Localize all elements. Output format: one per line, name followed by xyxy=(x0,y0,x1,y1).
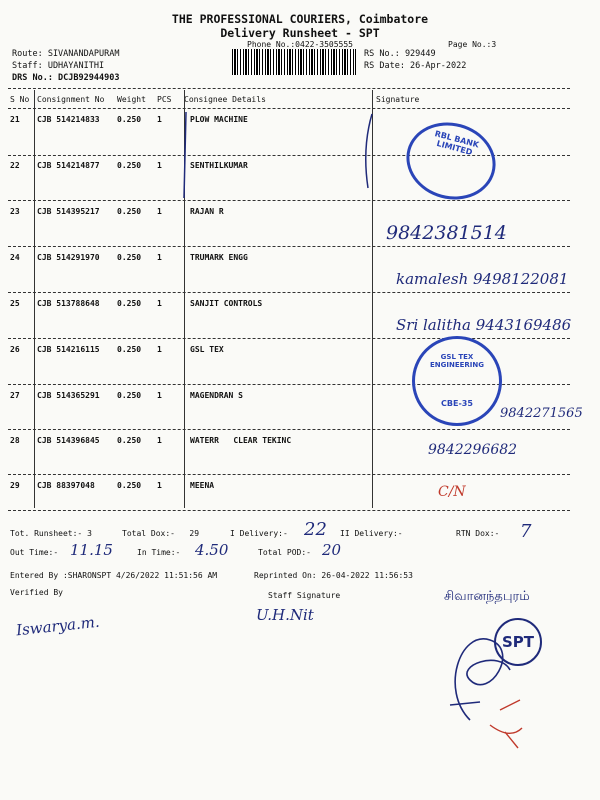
row-pcs: 1 xyxy=(157,299,162,308)
row-pcs: 1 xyxy=(157,161,162,170)
row-sno: 28 xyxy=(10,436,20,445)
row-consignee: TRUMARK ENGG xyxy=(190,253,248,262)
staff-signature: U.H.Nit xyxy=(256,606,314,624)
col-consignment: Consignment No xyxy=(37,95,105,104)
row-consignee: PLOW MACHINE xyxy=(190,115,248,124)
signature-row-28: 9842296682 xyxy=(428,442,518,458)
signature-row-27: 9842271565 xyxy=(500,406,583,421)
route: Route: SIVANANDAPURAM xyxy=(12,49,120,59)
col-signature: Signature xyxy=(376,95,420,104)
row-sno: 26 xyxy=(10,345,20,354)
entered-by: Entered By :SHARONSPT 4/26/2022 11:51:56 AM xyxy=(10,571,218,580)
staff: Staff: UDHAYANITHI xyxy=(12,61,105,71)
in-time-label: In Time:- xyxy=(137,548,181,557)
signature-row-23: 9842381514 xyxy=(386,222,507,244)
col-pcs: PCS xyxy=(157,95,172,104)
row-divider xyxy=(8,338,570,339)
row-consignee: MAGENDRAN S xyxy=(190,391,243,400)
row-consignee: GSL TEX xyxy=(190,345,224,354)
col-sno: S No xyxy=(10,95,30,104)
row-divider xyxy=(8,429,570,430)
row-sno: 23 xyxy=(10,207,20,216)
spt-stamp: SPT xyxy=(494,618,542,666)
page-number: Page No.:3 xyxy=(448,40,497,49)
row-weight: 0.250 xyxy=(117,436,142,445)
signature-row-24: kamalesh 9498122081 xyxy=(396,270,569,288)
row-consignee: RAJAN R xyxy=(190,207,224,216)
row-pcs: 1 xyxy=(157,345,162,354)
reprinted-on: Reprinted On: 26-04-2022 11:56:53 xyxy=(254,571,413,580)
out-time-value: 11.15 xyxy=(70,541,113,559)
rs-date: RS Date: 26-Apr-2022 xyxy=(364,61,467,71)
ii-delivery-label: II Delivery:- xyxy=(340,529,403,538)
manager-signature xyxy=(430,610,540,750)
row-pcs: 1 xyxy=(157,207,162,216)
row-pcs: 1 xyxy=(157,481,162,490)
company-title: THE PROFESSIONAL COURIERS, Coimbatore xyxy=(171,12,429,26)
row-consignee: MEENA xyxy=(190,481,215,490)
in-time-value: 4.50 xyxy=(195,541,229,559)
rtn-dox-value: 7 xyxy=(520,521,532,542)
header-divider-top xyxy=(8,88,570,89)
row-divider xyxy=(8,292,570,293)
verified-signature: Iswarya.m. xyxy=(15,612,101,640)
row-weight: 0.250 xyxy=(117,299,142,308)
col-line xyxy=(34,90,35,508)
tot-runsheet: Tot. Runsheet:- 3 xyxy=(10,529,92,538)
row-pcs: 1 xyxy=(157,436,162,445)
row-consignment: CJB 514396845 xyxy=(37,436,100,445)
staff-signature-label: Staff Signature xyxy=(268,591,341,600)
row-consignee: WATERR CLEAR TEKINC xyxy=(190,436,292,445)
row-pcs: 1 xyxy=(157,391,162,400)
row-divider xyxy=(8,246,570,247)
bracket-scribble xyxy=(180,108,380,203)
row-weight: 0.250 xyxy=(117,161,142,170)
i-delivery-value: 22 xyxy=(304,519,327,540)
table-bottom-divider xyxy=(8,510,570,511)
phone-number: Phone No.:0422-3505555 xyxy=(247,40,353,49)
col-weight: Weight xyxy=(117,95,146,104)
row-weight: 0.250 xyxy=(117,115,142,124)
drs-number: DRS No.: DCJB92944903 xyxy=(12,73,120,83)
row-weight: 0.250 xyxy=(117,253,142,262)
rs-number: RS No.: 929449 xyxy=(364,49,436,59)
total-pod-value: 20 xyxy=(322,541,342,559)
col-consignee: Consignee Details xyxy=(184,95,266,104)
row-sno: 27 xyxy=(10,391,20,400)
row-consignee: SANJIT CONTROLS xyxy=(190,299,263,308)
row-consignment: CJB 514395217 xyxy=(37,207,100,216)
row-pcs: 1 xyxy=(157,253,162,262)
cn-mark: C/N xyxy=(438,484,466,500)
row-consignment: CJB 514214877 xyxy=(37,161,100,170)
row-consignment: CJB 513788648 xyxy=(37,299,100,308)
rbl-bank-stamp: RBL BANK LIMITED xyxy=(398,113,505,210)
signature-row-25: Sri lalitha 9443169486 xyxy=(396,316,572,334)
rtn-dox-label: RTN Dox:- xyxy=(456,529,500,538)
row-sno: 25 xyxy=(10,299,20,308)
gsl-tex-stamp: GSL TEX ENGINEERING CBE-35 xyxy=(412,336,502,426)
row-consignment: CJB 514216115 xyxy=(37,345,100,354)
barcode xyxy=(232,49,356,75)
row-consignment: CJB 514214833 xyxy=(37,115,100,124)
row-divider xyxy=(8,474,570,475)
verified-by-label: Verified By xyxy=(10,588,63,597)
row-consignment: CJB 88397048 xyxy=(37,481,95,490)
row-weight: 0.250 xyxy=(117,207,142,216)
runsheet-title: Delivery Runsheet - SPT xyxy=(220,26,380,40)
row-consignee: SENTHILKUMAR xyxy=(190,161,248,170)
row-sno: 22 xyxy=(10,161,20,170)
out-time-label: Out Time:- xyxy=(10,548,59,557)
row-sno: 29 xyxy=(10,481,20,490)
row-consignment: CJB 514291970 xyxy=(37,253,100,262)
row-consignment: CJB 514365291 xyxy=(37,391,100,400)
row-sno: 24 xyxy=(10,253,20,262)
row-sno: 21 xyxy=(10,115,20,124)
total-pod-label: Total POD:- xyxy=(258,548,311,557)
total-dox: Total Dox:- 29 xyxy=(122,529,200,538)
tamil-handwriting: சிவானந்தபுரம் xyxy=(444,589,530,604)
row-weight: 0.250 xyxy=(117,345,142,354)
row-weight: 0.250 xyxy=(117,391,142,400)
row-weight: 0.250 xyxy=(117,481,142,490)
i-delivery-label: I Delivery:- xyxy=(230,529,288,538)
row-pcs: 1 xyxy=(157,115,162,124)
